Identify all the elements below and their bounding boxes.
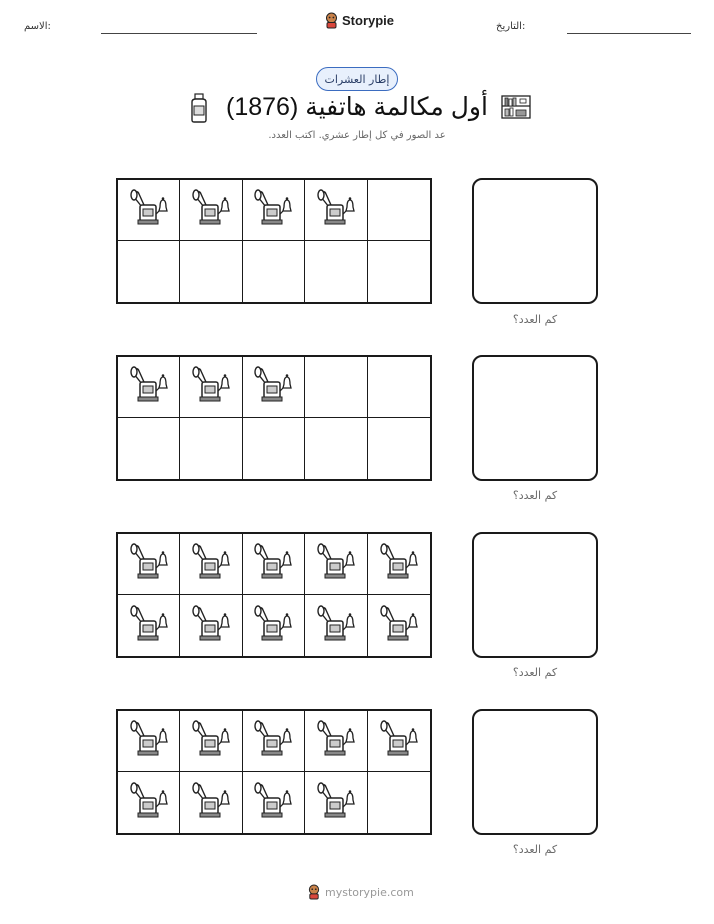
ten-frame-cell — [180, 241, 242, 302]
instructions: عد الصور في كل إطار عشري. اكتب العدد. — [268, 130, 446, 141]
old-telephone-icon — [253, 542, 293, 586]
ten-frame-cell — [368, 772, 430, 833]
ten-frame-cell — [180, 534, 242, 595]
ten-frame-cell — [243, 772, 305, 833]
ten-frame-cell — [180, 357, 242, 418]
ten-frame-cell — [118, 595, 180, 656]
topic-badge: إطار العشرات — [316, 67, 398, 91]
ten-frame-4 — [116, 709, 432, 835]
ten-frame-cell — [118, 241, 180, 302]
brand-name: Storypie — [342, 13, 395, 28]
old-telephone-icon — [191, 781, 231, 825]
question-label-3: كم العدد؟ — [512, 666, 558, 679]
ten-frame-cell — [305, 595, 367, 656]
ten-frame-cell — [180, 180, 242, 241]
old-telephone-icon — [379, 604, 419, 648]
ten-frame-cell — [118, 180, 180, 241]
ten-frame-cell — [305, 534, 367, 595]
ten-frame-cell — [243, 595, 305, 656]
date-label: التاريخ: — [496, 21, 526, 32]
old-telephone-icon — [129, 604, 169, 648]
page-title: أول مكالمة هاتفية (1876) — [226, 93, 488, 121]
question-label-2: كم العدد؟ — [512, 489, 558, 502]
ten-frame-cell — [305, 357, 367, 418]
old-telephone-icon — [191, 542, 231, 586]
ten-frame-cell — [305, 772, 367, 833]
ten-frame-cell — [243, 534, 305, 595]
answer-box-1[interactable] — [472, 178, 598, 304]
ten-frame-cell — [305, 711, 367, 772]
old-telephone-icon — [253, 604, 293, 648]
ten-frame-2 — [116, 355, 432, 481]
footer-url: mystorypie.com — [325, 885, 414, 899]
mascot-icon — [307, 884, 321, 900]
old-telephone-icon — [129, 188, 169, 232]
old-telephone-icon — [191, 188, 231, 232]
ten-frame-cell — [180, 595, 242, 656]
ten-frame-cell — [180, 711, 242, 772]
date-line[interactable] — [567, 33, 691, 34]
old-telephone-icon — [253, 188, 293, 232]
ten-frame-cell — [368, 357, 430, 418]
ten-frame-cell — [243, 357, 305, 418]
ten-frame-1 — [116, 178, 432, 304]
ten-frame-cell — [368, 711, 430, 772]
old-telephone-icon — [253, 781, 293, 825]
ten-frame-cell — [305, 241, 367, 302]
answer-box-3[interactable] — [472, 532, 598, 658]
ten-frame-cell — [180, 418, 242, 479]
name-label: الاسم: — [24, 21, 51, 32]
ten-frame-cell — [368, 418, 430, 479]
answer-box-2[interactable] — [472, 355, 598, 481]
footer — [307, 884, 414, 900]
ten-frame-cell — [368, 241, 430, 302]
bookshelf-icon — [500, 94, 532, 124]
ten-frame-cell — [243, 711, 305, 772]
ten-frame-cell — [305, 418, 367, 479]
old-telephone-icon — [129, 719, 169, 763]
old-telephone-icon — [316, 188, 356, 232]
old-telephone-icon — [316, 719, 356, 763]
ten-frame-cell — [180, 772, 242, 833]
ten-frame-cell — [368, 595, 430, 656]
ten-frame-cell — [243, 180, 305, 241]
ten-frame-cell — [243, 418, 305, 479]
brand-logo — [324, 12, 394, 29]
old-telephone-icon — [191, 365, 231, 409]
ten-frame-cell — [368, 534, 430, 595]
ten-frame-cell — [118, 418, 180, 479]
ten-frame-cell — [118, 534, 180, 595]
ten-frame-cell — [118, 711, 180, 772]
ten-frame-cell — [368, 180, 430, 241]
old-telephone-icon — [379, 542, 419, 586]
question-label-4: كم العدد؟ — [512, 843, 558, 856]
old-telephone-icon — [129, 542, 169, 586]
ten-frame-cell — [243, 241, 305, 302]
old-telephone-icon — [191, 604, 231, 648]
old-telephone-icon — [129, 781, 169, 825]
old-telephone-icon — [253, 719, 293, 763]
old-telephone-icon — [379, 719, 419, 763]
old-telephone-icon — [316, 781, 356, 825]
old-telephone-icon — [316, 542, 356, 586]
mascot-icon — [324, 12, 339, 29]
ten-frame-3 — [116, 532, 432, 658]
name-line[interactable] — [101, 33, 257, 34]
ten-frame-cell — [118, 772, 180, 833]
old-telephone-icon — [253, 365, 293, 409]
old-telephone-icon — [129, 365, 169, 409]
question-label-1: كم العدد؟ — [512, 313, 558, 326]
ten-frame-cell — [305, 180, 367, 241]
old-telephone-icon — [191, 719, 231, 763]
old-telephone-icon — [316, 604, 356, 648]
ten-frame-cell — [118, 357, 180, 418]
answer-box-4[interactable] — [472, 709, 598, 835]
